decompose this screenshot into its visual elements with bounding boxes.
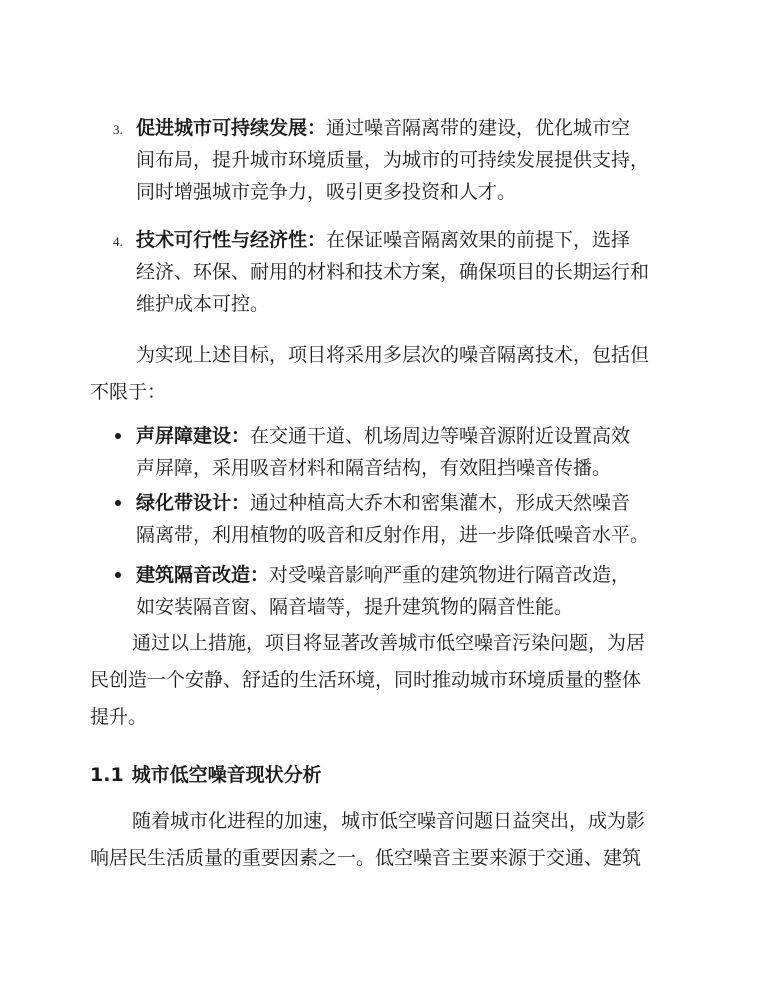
bullet-item-text: 声屏障，采用吸音材料和隔音结构，有效阻挡噪音传播。 — [136, 457, 612, 479]
section-number: 1.1 — [90, 764, 124, 786]
paragraph-line: 不限于： — [90, 381, 167, 403]
bullet-item-title: 绿化带设计： — [136, 492, 251, 514]
numbered-item-text: 间布局，提升城市环境质量，为城市的可持续发展提供支持， — [136, 149, 650, 171]
paragraph-line: 随着城市化进程的加速，城市低空噪音问题日益突出，成为影 — [132, 810, 646, 832]
numbered-item-text: 在保证噪音隔离效果的前提下，选择 — [326, 229, 631, 251]
numbered-item-text: 同时增强城市竞争力，吸引更多投资和人才。 — [136, 181, 517, 203]
numbered-item-text: 维护成本可控。 — [136, 293, 270, 315]
numbered-item-title: 促进城市可持续发展： — [136, 117, 327, 139]
bullet-item-line — [136, 563, 630, 587]
numbered-item-title: 技术可行性与经济性： — [136, 229, 327, 251]
bullet-dot — [115, 500, 121, 506]
paragraph-line: 响居民生活质量的重要因素之一。低空噪音主要来源于交通、建筑 — [90, 847, 642, 869]
numbered-item-text: 通过噪音隔离带的建设，优化城市空 — [326, 117, 631, 139]
bullet-item-title: 建筑隔音改造： — [136, 564, 270, 586]
bullet-item-title: 声屏障建设： — [136, 425, 251, 447]
bullet-item-text: 在交通干道、机场周边等噪音源附近设置高效 — [250, 425, 631, 447]
numbered-item-line — [136, 228, 630, 252]
bullet-item-text: 如安装隔音窗、隔音墙等，提升建筑物的隔音性能。 — [136, 596, 574, 618]
bullet-dot — [115, 572, 121, 578]
section-title: 城市低空噪音现状分析 — [131, 764, 322, 786]
bullet-dot — [115, 433, 121, 439]
bullet-item-text: 隔离带，利用植物的吸音和反射作用，进一步降低噪音水平。 — [136, 524, 650, 546]
bullet-item-text: 通过种植高大乔木和密集灌木，形成天然噪音 — [250, 492, 631, 514]
paragraph-line: 为实现上述目标，项目将采用多层次的噪音隔离技术，包括但 — [136, 344, 650, 366]
paragraph-line: 通过以上措施，项目将显著改善城市低空噪音污染问题，为居 — [132, 632, 646, 654]
bullet-item-text: 对受噪音影响严重的建筑物进行隔音改造， — [269, 564, 631, 586]
bullet-item-line — [136, 424, 630, 448]
list-number: 3. — [113, 122, 123, 137]
paragraph-line: 提升。 — [90, 706, 148, 728]
numbered-item-line — [136, 116, 630, 140]
list-number: 4. — [113, 234, 123, 249]
bullet-item-line — [136, 491, 630, 515]
section-heading — [90, 763, 322, 787]
numbered-item-text: 经济、环保、耐用的材料和技术方案，确保项目的长期运行和 — [136, 261, 650, 283]
paragraph-line: 民创造一个安静、舒适的生活环境，同时推动城市环境质量的整体 — [90, 669, 642, 691]
